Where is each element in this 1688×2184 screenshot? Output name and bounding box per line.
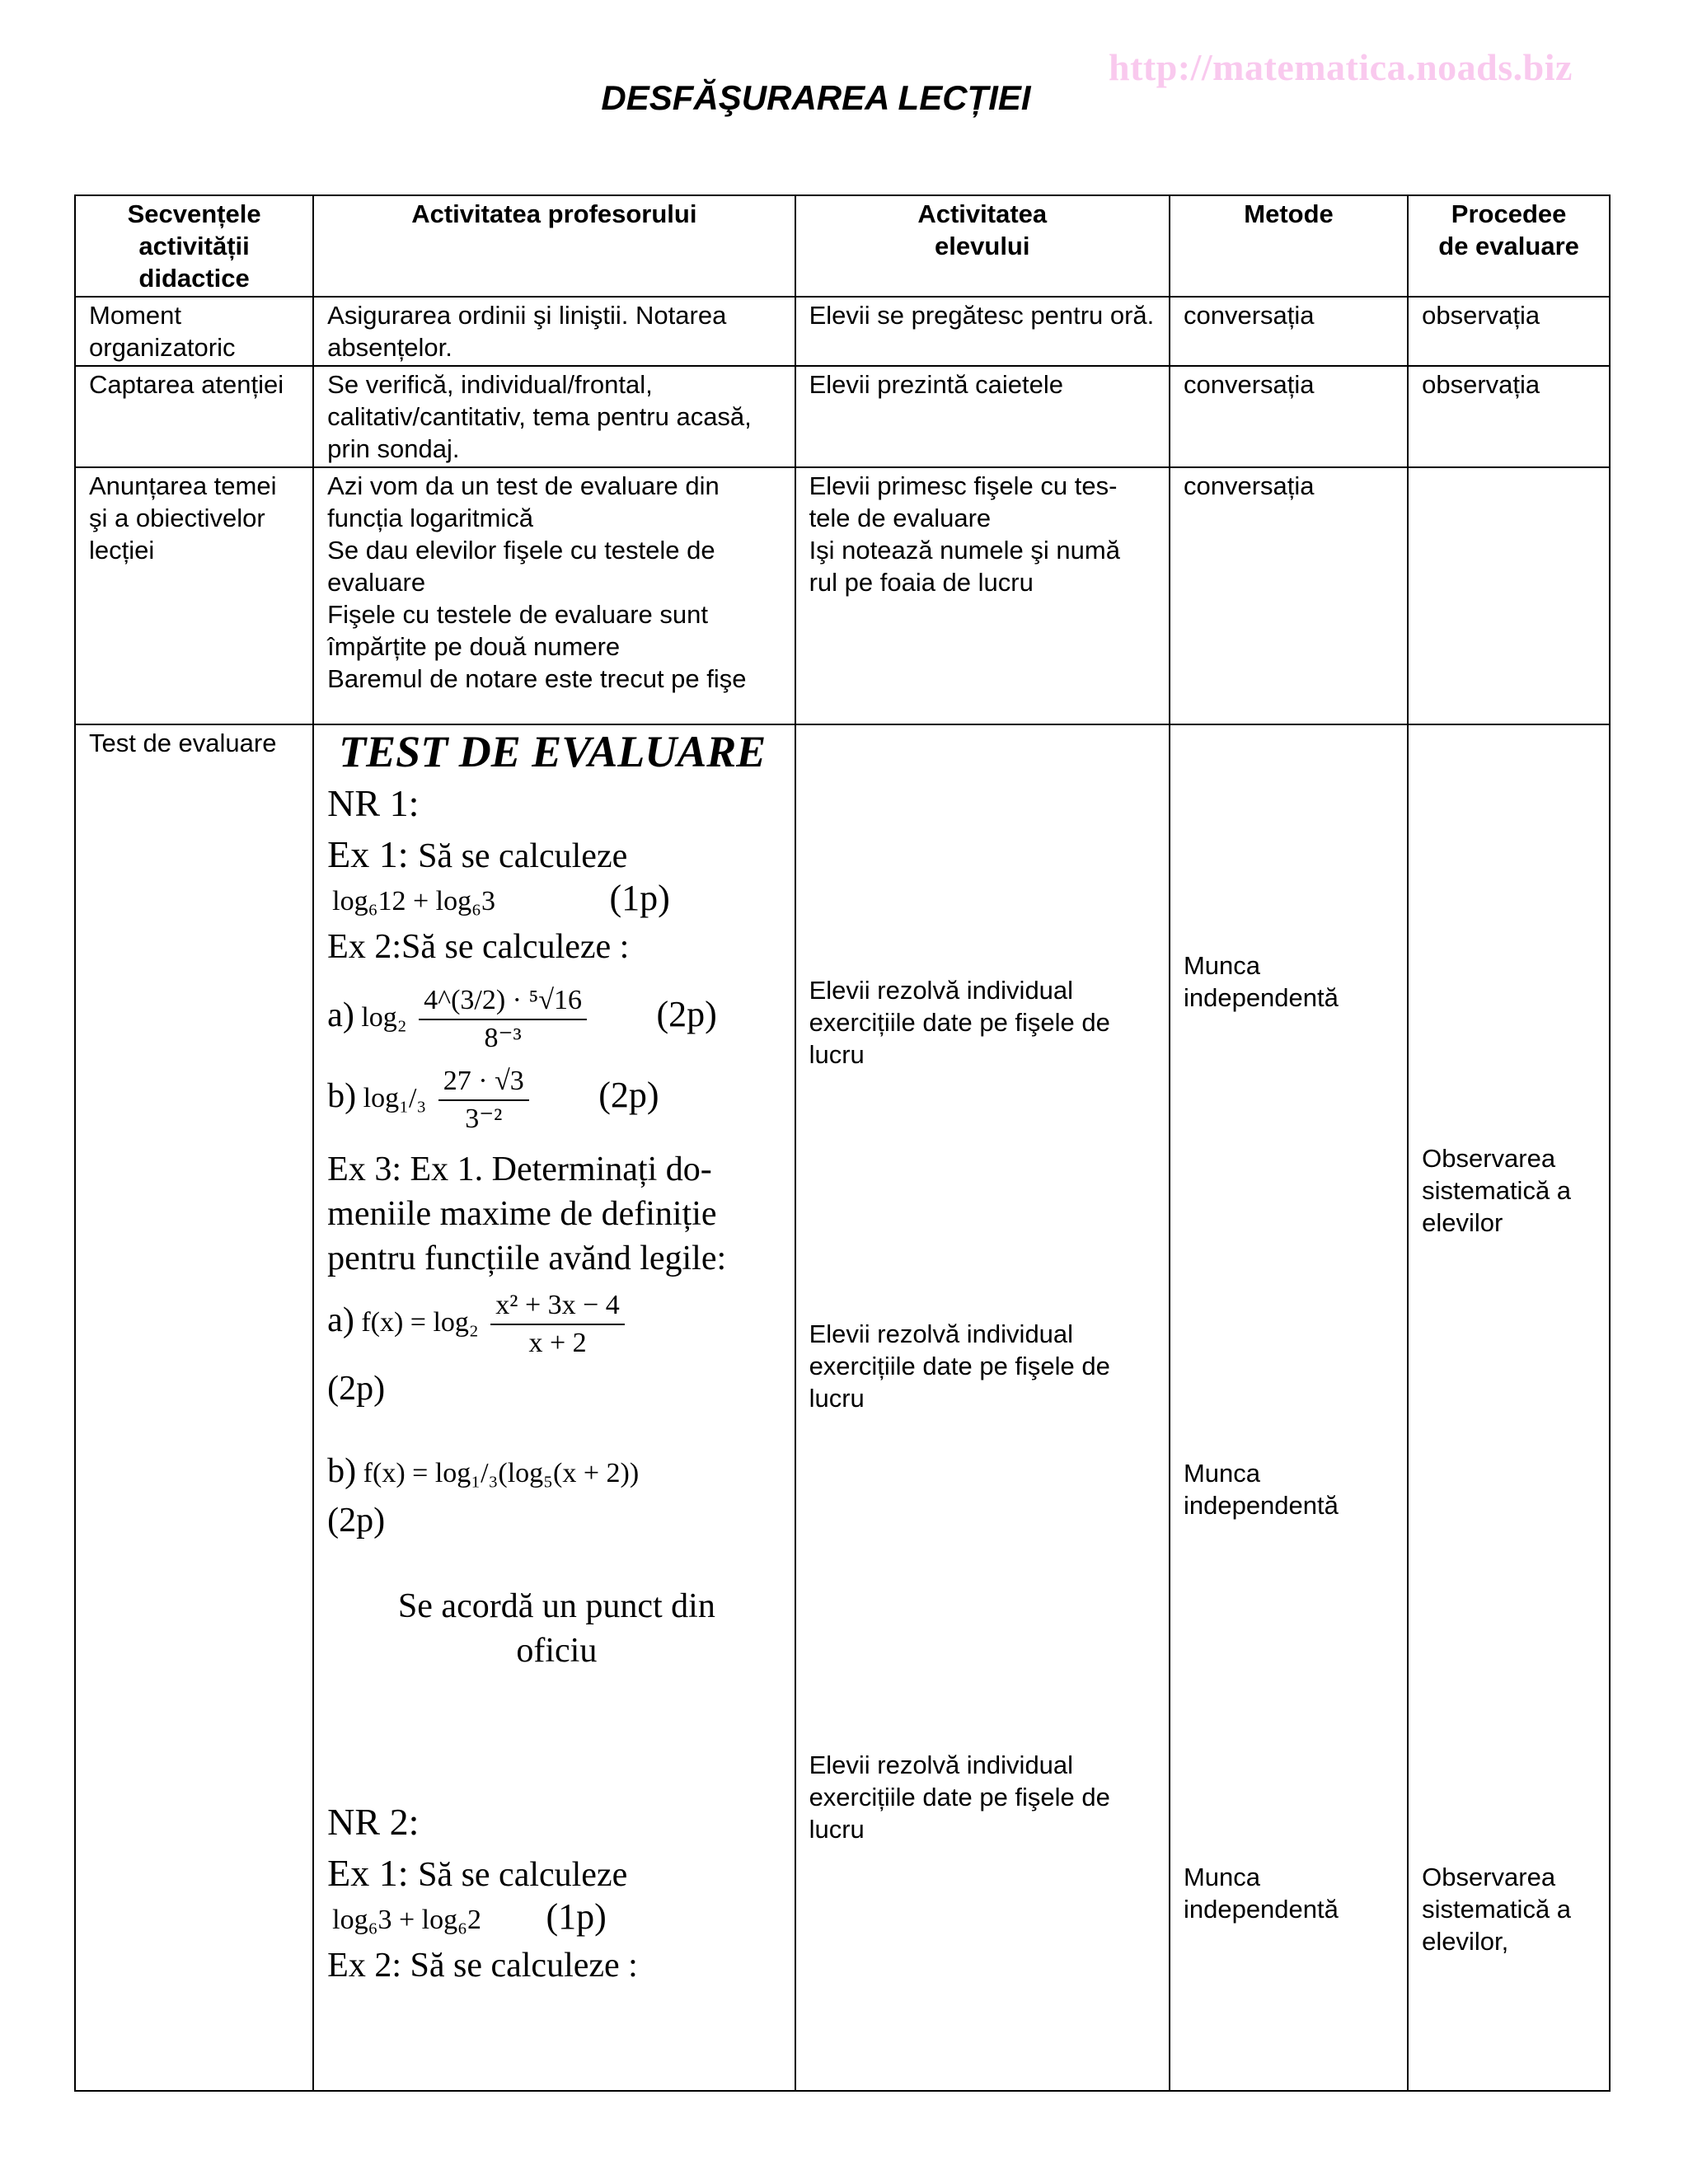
row1-teacher: Asigurarea ordinii şi liniştii. Notarea absențelor. — [313, 297, 795, 366]
nr1-ex3: Ex 3: Ex 1. Determinați do-meniile maxime de definiție pentru funcțiile avănd legile: — [327, 1151, 727, 1277]
row3-student-line: Elevii primesc fişele cu tes-tele de evaluare — [809, 471, 1118, 532]
nr1-ex2a-denominator: 8⁻³ — [484, 1023, 522, 1053]
nr2-ex2: Ex 2: Să se calculeze : — [327, 1947, 638, 1985]
row3-evaluation — [1408, 467, 1610, 724]
table-row — [75, 467, 1610, 724]
nr1-ex1-formula-line — [327, 880, 785, 920]
row1-evaluation: observația — [1408, 297, 1610, 366]
row3-teacher-line: Se dau elevilor fişele cu testele de evaluare — [327, 536, 715, 597]
row3-teacher-line: Baremul de notare este trecut pe fişe — [327, 664, 747, 693]
bonus-point-note: Se acordă un punct din oficiu — [397, 1587, 715, 1670]
row2-student: Elevii prezintă caietele — [795, 366, 1170, 467]
header-student-activity: Activitatea elevului — [795, 195, 1170, 297]
nr1-ex3a-denominator: x + 2 — [528, 1328, 587, 1358]
nr1-ex2a-numerator: 4^(3/2) · ⁵√16 — [419, 982, 587, 1020]
row4-student-item: Elevii rezolvă individual exercițiile date pe fişele de lucru — [809, 1750, 1110, 1844]
nr1-ex1-formula: log₆12 + log₆3 — [332, 886, 495, 916]
nr2-ex1-formula: log₆3 + log₆2 — [332, 1905, 481, 1935]
nr2-ex1-formula-line — [327, 1896, 785, 1938]
row4-evaluation-item: Observarea sistematică a elevilor, — [1422, 1863, 1572, 1956]
header-methods: Metode — [1170, 195, 1408, 297]
nr1-ex3a-fraction — [490, 1287, 625, 1361]
nr1-ex1-label: Ex 1: — [327, 833, 409, 875]
row3-sequence: Anunțarea temei şi a obiectivelor lecției — [75, 467, 313, 724]
nr1-ex2b-denominator: 3⁻² — [465, 1104, 503, 1134]
test-title: TEST DE EVALUARE — [339, 727, 767, 776]
row4-method-item: Munca independentă — [1183, 951, 1339, 1012]
nr1-ex2a — [327, 982, 785, 1057]
nr1-ex3a-numerator: x² + 3x − 4 — [490, 1287, 625, 1325]
lesson-table — [74, 194, 1611, 2092]
row3-student — [795, 467, 1170, 724]
nr1-ex3b-points: (2p) — [327, 1502, 386, 1540]
nr1-ex2a-points: (2p) — [656, 993, 717, 1034]
nr1-ex3a-points: (2p) — [327, 1370, 386, 1408]
nr1-ex2: Ex 2:Să se calculeze : — [327, 928, 630, 966]
watermark: http://matematica.noads.biz — [1109, 46, 1573, 88]
table-row — [75, 297, 1610, 366]
header-evaluation: Procedee de evaluare — [1408, 195, 1610, 297]
row2-method: conversația — [1170, 366, 1408, 467]
header-sequences: Secvențele activității didactice — [75, 195, 313, 297]
row3-teacher — [313, 467, 795, 724]
nr2-ex1-text: Să se calculeze — [418, 1856, 628, 1894]
table-row — [75, 724, 1610, 2091]
nr1-ex2a-label: a) — [327, 996, 354, 1034]
row4-sequence: Test de evaluare — [75, 724, 313, 2091]
row3-method: conversația — [1170, 467, 1408, 724]
nr1-ex2b-label: b) — [327, 1076, 357, 1115]
nr1-ex2a-log: log₂ — [361, 1001, 407, 1033]
nr2-ex1-label: Ex 1: — [327, 1852, 409, 1894]
nr1-ex2b-fraction — [438, 1063, 529, 1137]
nr2-heading: NR 2: — [327, 1801, 420, 1843]
nr1-ex3b-label: b) — [327, 1452, 357, 1490]
row4-method-item: Munca independentă — [1183, 1863, 1339, 1924]
nr1-ex2b-log: log₁/₃ — [363, 1082, 427, 1113]
nr1-ex3b-formula: f(x) = log₁/₃(log₅(x + 2)) — [363, 1458, 640, 1488]
nr1-ex2b-numerator: 27 · √3 — [438, 1063, 529, 1101]
table-row — [75, 366, 1610, 467]
row4-student — [795, 724, 1170, 2091]
row4-student-item: Elevii rezolvă individual exercițiile date pe fişele de lucru — [809, 976, 1110, 1069]
header-teacher-activity: Activitatea profesorului — [313, 195, 795, 297]
row2-evaluation: observația — [1408, 366, 1610, 467]
nr1-ex1-text: Să se calculeze — [418, 837, 628, 875]
row3-student-line: Işi notează numele şi numă rul pe foaia de lucru — [809, 536, 1120, 597]
nr1-ex3a-lhs: f(x) = log₂ — [361, 1306, 479, 1338]
nr1-ex3b — [327, 1449, 785, 1493]
header-row — [75, 195, 1610, 297]
nr1-ex1-points: (1p) — [609, 878, 670, 918]
row4-evaluation-item: Observarea sistematică a elevilor — [1422, 1144, 1572, 1237]
nr2-ex1-points: (1p) — [546, 1896, 607, 1937]
nr1-ex2b-points: (2p) — [598, 1074, 659, 1115]
nr1-ex3a — [327, 1287, 785, 1361]
row1-method: conversația — [1170, 297, 1408, 366]
nr1-ex2a-fraction — [419, 982, 587, 1057]
page-title: DESFĂŞURAREA LECȚIEI — [601, 78, 1031, 117]
nr1-ex3a-label: a) — [327, 1301, 354, 1339]
row2-teacher: Se verifică, individual/frontal, calitativ/cantitativ, tema pentru acasă, prin sondaj. — [313, 366, 795, 467]
nr2-ex1 — [327, 1848, 785, 1899]
nr1-ex1 — [327, 829, 785, 880]
row4-evaluation — [1408, 724, 1610, 2091]
nr1-ex2b — [327, 1063, 785, 1137]
row4-method-item: Munca independentă — [1183, 1459, 1339, 1520]
row1-sequence: Moment organizatoric — [75, 297, 313, 366]
row2-sequence: Captarea atenției — [75, 366, 313, 467]
row3-teacher-line: Azi vom da un test de evaluare din funcția logaritmică — [327, 471, 720, 532]
row4-student-item: Elevii rezolvă individual exercițiile date pe fişele de lucru — [809, 1319, 1110, 1413]
row4-teacher-test — [313, 724, 795, 2091]
row3-teacher-line: Fişele cu testele de evaluare sunt împărțite pe două numere — [327, 600, 708, 661]
row1-student: Elevii se pregătesc pentru oră. — [795, 297, 1170, 366]
nr1-heading: NR 1: — [327, 782, 420, 824]
row4-methods — [1170, 724, 1408, 2091]
